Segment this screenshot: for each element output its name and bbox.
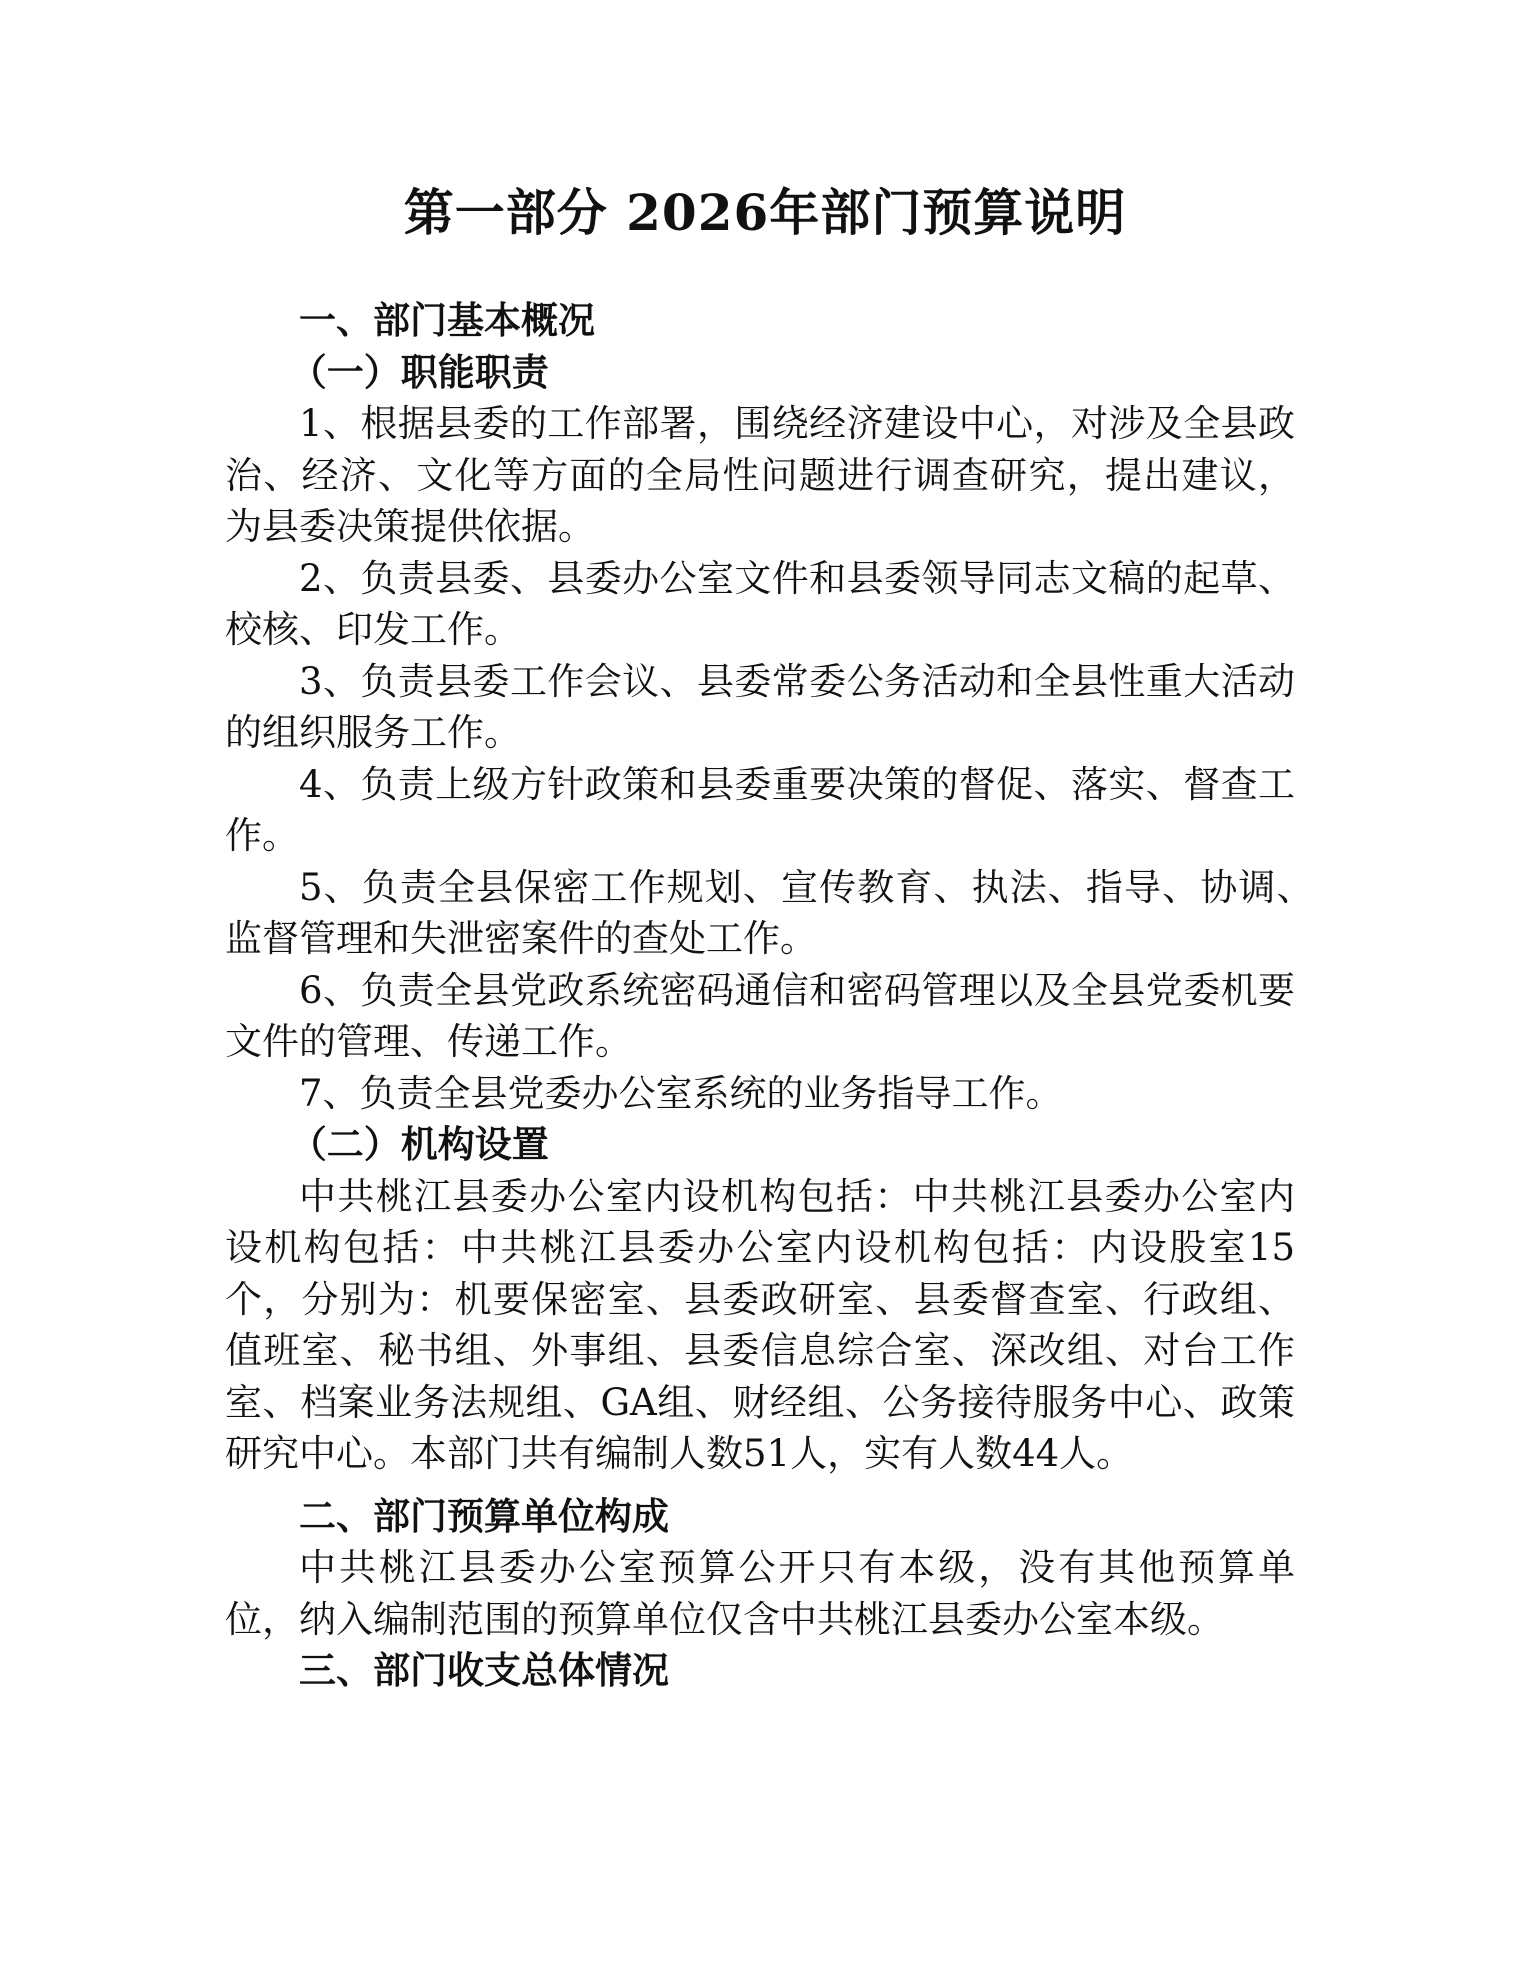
section-heading-income-expenditure: 三、部门收支总体情况 xyxy=(299,1648,669,1692)
function-item-3: 3、负责县委工作会议、县委常委公务活动和全县性重大活动的组织服务工作。 xyxy=(225,659,1295,754)
section-heading-basic-overview: 一、部门基本概况 xyxy=(299,298,595,342)
function-item-1: 1、根据县委的工作部署，围绕经济建设中心，对涉及全县政治、经济、文化等方面的全局性问题进行调查研究，提出建议，为县委决策提供依据。 xyxy=(225,402,1295,548)
document-body xyxy=(225,295,1332,1697)
function-item-6: 6、负责全县党政系统密码通信和密码管理以及全县党委机要文件的管理、传递工作。 xyxy=(225,968,1295,1063)
page-title: 第一部分 2026年部门预算说明 xyxy=(403,183,1127,242)
function-item-5: 5、负责全县保密工作规划、宣传教育、执法、指导、协调、 监督管理和失泄密案件的查处工作。 xyxy=(225,865,1332,960)
organization-paragraph: 中共桃江县委办公室内设机构包括：中共桃江县委办公室内设机构包括：中共桃江县委办公室内设机构包括：内设股室15个，分别为：机要保密室、县委政研室、县委督查室、行政组、值班室、秘书组、外事组、县委信息综合室、深改组、对台工作室、档案业务法规组、GA组、财经组、公务接待服务中心、政策研究中心。本部门共有编制人数51人，实有人数44人。 xyxy=(225,1174,1295,1475)
subsection-heading-functions: （一）职能职责 xyxy=(289,349,549,394)
function-item-4: 4、负责上级方针政策和县委重要决策的督促、落实、督查工作。 xyxy=(225,762,1295,857)
function-item-7: 7、负责全县党委办公室系统的业务指导工作。 xyxy=(299,1071,1063,1115)
budget-units-paragraph: 中共桃江县委办公室预算公开只有本级，没有其他预算单位，纳入编制范围的预算单位仅含中共桃江县委办公室本级。 xyxy=(225,1546,1295,1641)
section-heading-budget-units: 二、部门预算单位构成 xyxy=(299,1493,669,1538)
subsection-heading-organization: （二）机构设置 xyxy=(289,1122,549,1166)
function-item-2: 2、负责县委、县委办公室文件和县委领导同志文稿的起草、校核、印发工作。 xyxy=(225,556,1295,651)
